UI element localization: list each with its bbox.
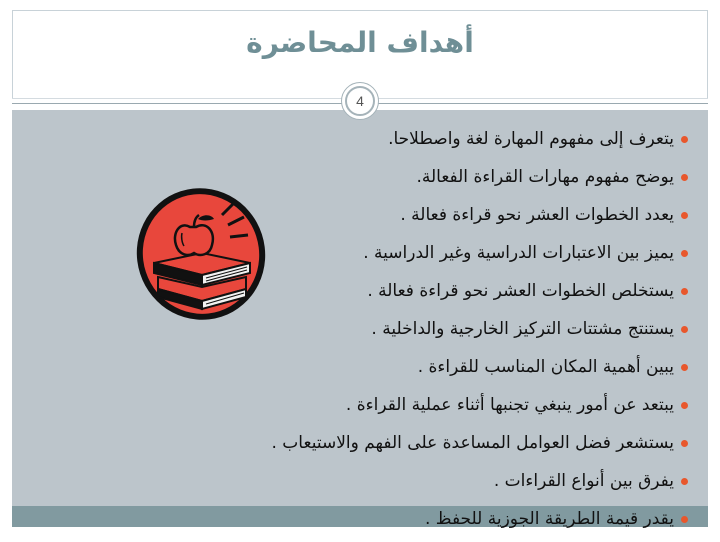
page-number: 4 — [345, 86, 375, 116]
list-item: يستشعر فضل العوامل المساعدة على الفهم والاستيعاب . — [130, 428, 690, 466]
list-item: يعدد الخطوات العشر نحو قراءة فعالة . — [130, 200, 690, 238]
list-item: يبتعد عن أمور ينبغي تجنبها أثناء عملية القراءة . — [130, 390, 690, 428]
list-item: يبين أهمية المكان المناسب للقراءة . — [130, 352, 690, 390]
slide-title: أهداف المحاضرة — [246, 26, 474, 59]
list-item: يميز بين الاعتبارات الدراسية وغير الدراسية . — [130, 238, 690, 276]
list-item: يقدر قيمة الطريقة الجوزية للحفظ . — [130, 504, 690, 542]
objectives-list — [130, 124, 690, 542]
list-item: يفرق بين أنواع القراءات . — [130, 466, 690, 504]
page-number-badge — [341, 82, 379, 120]
list-item: يوضح مفهوم مهارات القراءة الفعالة. — [130, 162, 690, 200]
list-item: يتعرف إلى مفهوم المهارة لغة واصطلاحا. — [130, 124, 690, 162]
list-item: يستخلص الخطوات العشر نحو قراءة فعالة . — [130, 276, 690, 314]
list-item: يستنتج مشتتات التركيز الخارجية والداخلية . — [130, 314, 690, 352]
